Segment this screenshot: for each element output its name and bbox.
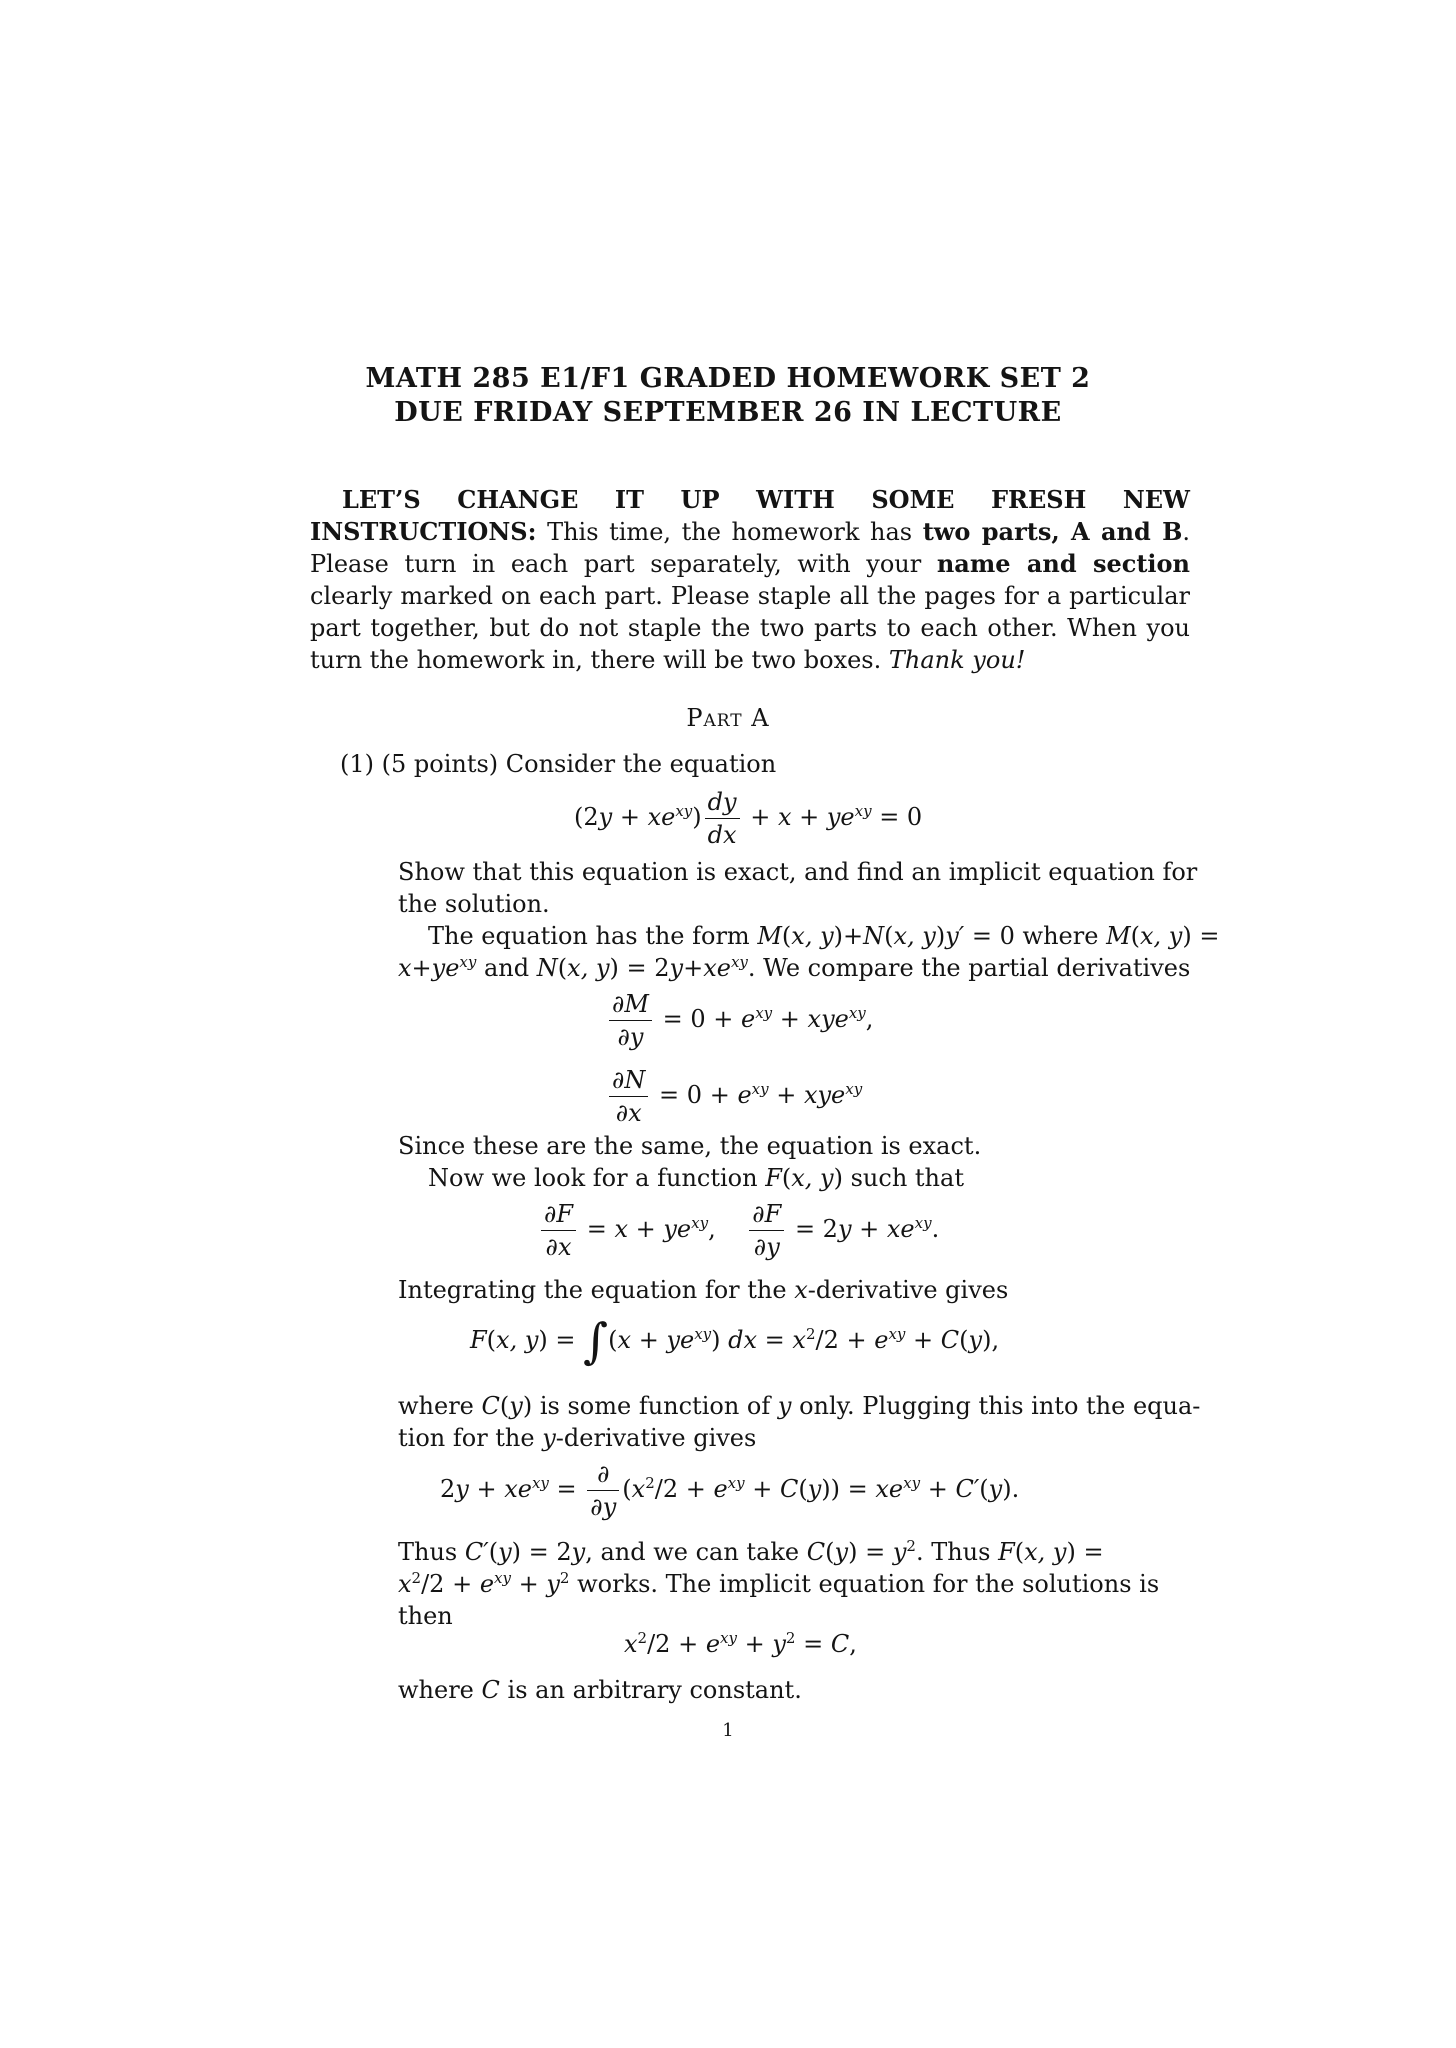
arbitrary-constant-line: where C is an arbitrary constant.: [398, 1676, 802, 1704]
form-line-2: $x+ye^{xy}$ and N(x, $y) = 2y+xe^{xy}$. We compare the partial derivatives: [398, 953, 1191, 982]
part-a-heading: Part A: [686, 704, 770, 732]
thus-line-2: $x^2/2 + e^{xy} + y^2$ works. The implicit equation for the solutions is: [398, 1569, 1160, 1598]
instructions-thanks: Thank you!: [888, 646, 1026, 674]
where-line-1: where C(y) is some function of y only. Plugging this into the equa-: [398, 1392, 1201, 1420]
equation-F-partials: $\frac{\partial F}{\partial x}$ = $x + ye^{xy}$, $\frac{\partial F}{\partial y}$ = $2y + xe^{xy}$.: [538, 1200, 939, 1261]
instructions-bold-2: name and section: [936, 549, 1190, 578]
page-number: 1: [722, 1720, 734, 1741]
equation-ode: $(2y + xe^{xy})$ $\frac{dy}{dx}$ + $x + ye^{xy} = 0$: [574, 788, 923, 849]
equation-dN-dx: $\frac{\partial N}{\partial x}$ = $0 + e^{xy} + xye^{xy}$: [606, 1066, 862, 1127]
thus-line-1: Thus C′(y) = 2y, and we can take $C(y) = y^2$. Thus F(x, y) =: [398, 1537, 1104, 1566]
instructions-text-3: clearly marked on each part. Please staple all the pages for a particular part together, but do not staple the two parts to each other. When you turn the homework in, there will be two boxes.: [310, 582, 1190, 674]
question-line-1: Show that this equation is exact, and find an implicit equation for: [398, 858, 1198, 886]
exact-statement: Since these are the same, the equation is exact.: [398, 1132, 982, 1160]
equation-y-derivative: $2y + xe^{xy}$ = $\frac{\partial}{\partial y}$ $(x^2/2 + e^{xy} + C(y)) = xe^{xy} + C'(y)$.: [440, 1460, 1020, 1521]
where-line-2: tion for the y-derivative gives: [398, 1424, 757, 1452]
equation-integral: F(x, $y) = \int(x + ye^{xy})$ dx = $x^2/2 + e^{xy} + C(y)$,: [470, 1313, 1000, 1370]
instructions-text-1: This time, the homework has: [547, 518, 913, 546]
thus-line-3: then: [398, 1602, 453, 1630]
look-for-line: Now we look for a function F(x, y) such that: [428, 1164, 964, 1192]
instructions-paragraph: [310, 484, 1190, 676]
equation-implicit-solution: $x^2/2 + e^{xy} + y^2 = C$,: [624, 1629, 857, 1658]
problem-1-statement: (1) (5 points) Consider the equation: [340, 750, 777, 778]
form-line-1: The equation has the form M(x, y)+N(x, y)y′ = 0 where M(x, y) =: [428, 922, 1220, 950]
equation-dM-dy: $\frac{\partial M}{\partial y}$ = $0 + e^{xy} + xye^{xy}$,: [606, 990, 873, 1051]
instructions-lead: LET’S CHANGE IT UP WITH SOME FRESH NEW INSTRUCTIONS:: [310, 485, 1190, 546]
title-line-2: DUE FRIDAY SEPTEMBER 26 IN LECTURE: [394, 397, 1062, 428]
question-line-2: the solution.: [398, 890, 550, 918]
integrating-line: Integrating the equation for the x-derivative gives: [398, 1276, 1009, 1304]
document-title: [0, 362, 1456, 430]
instructions-text-2: . Please turn in each part separately, with your: [310, 518, 1190, 578]
title-line-1: MATH 285 E1/F1 GRADED HOMEWORK SET 2: [365, 363, 1091, 394]
instructions-bold-1: two parts, A and B: [922, 517, 1183, 546]
